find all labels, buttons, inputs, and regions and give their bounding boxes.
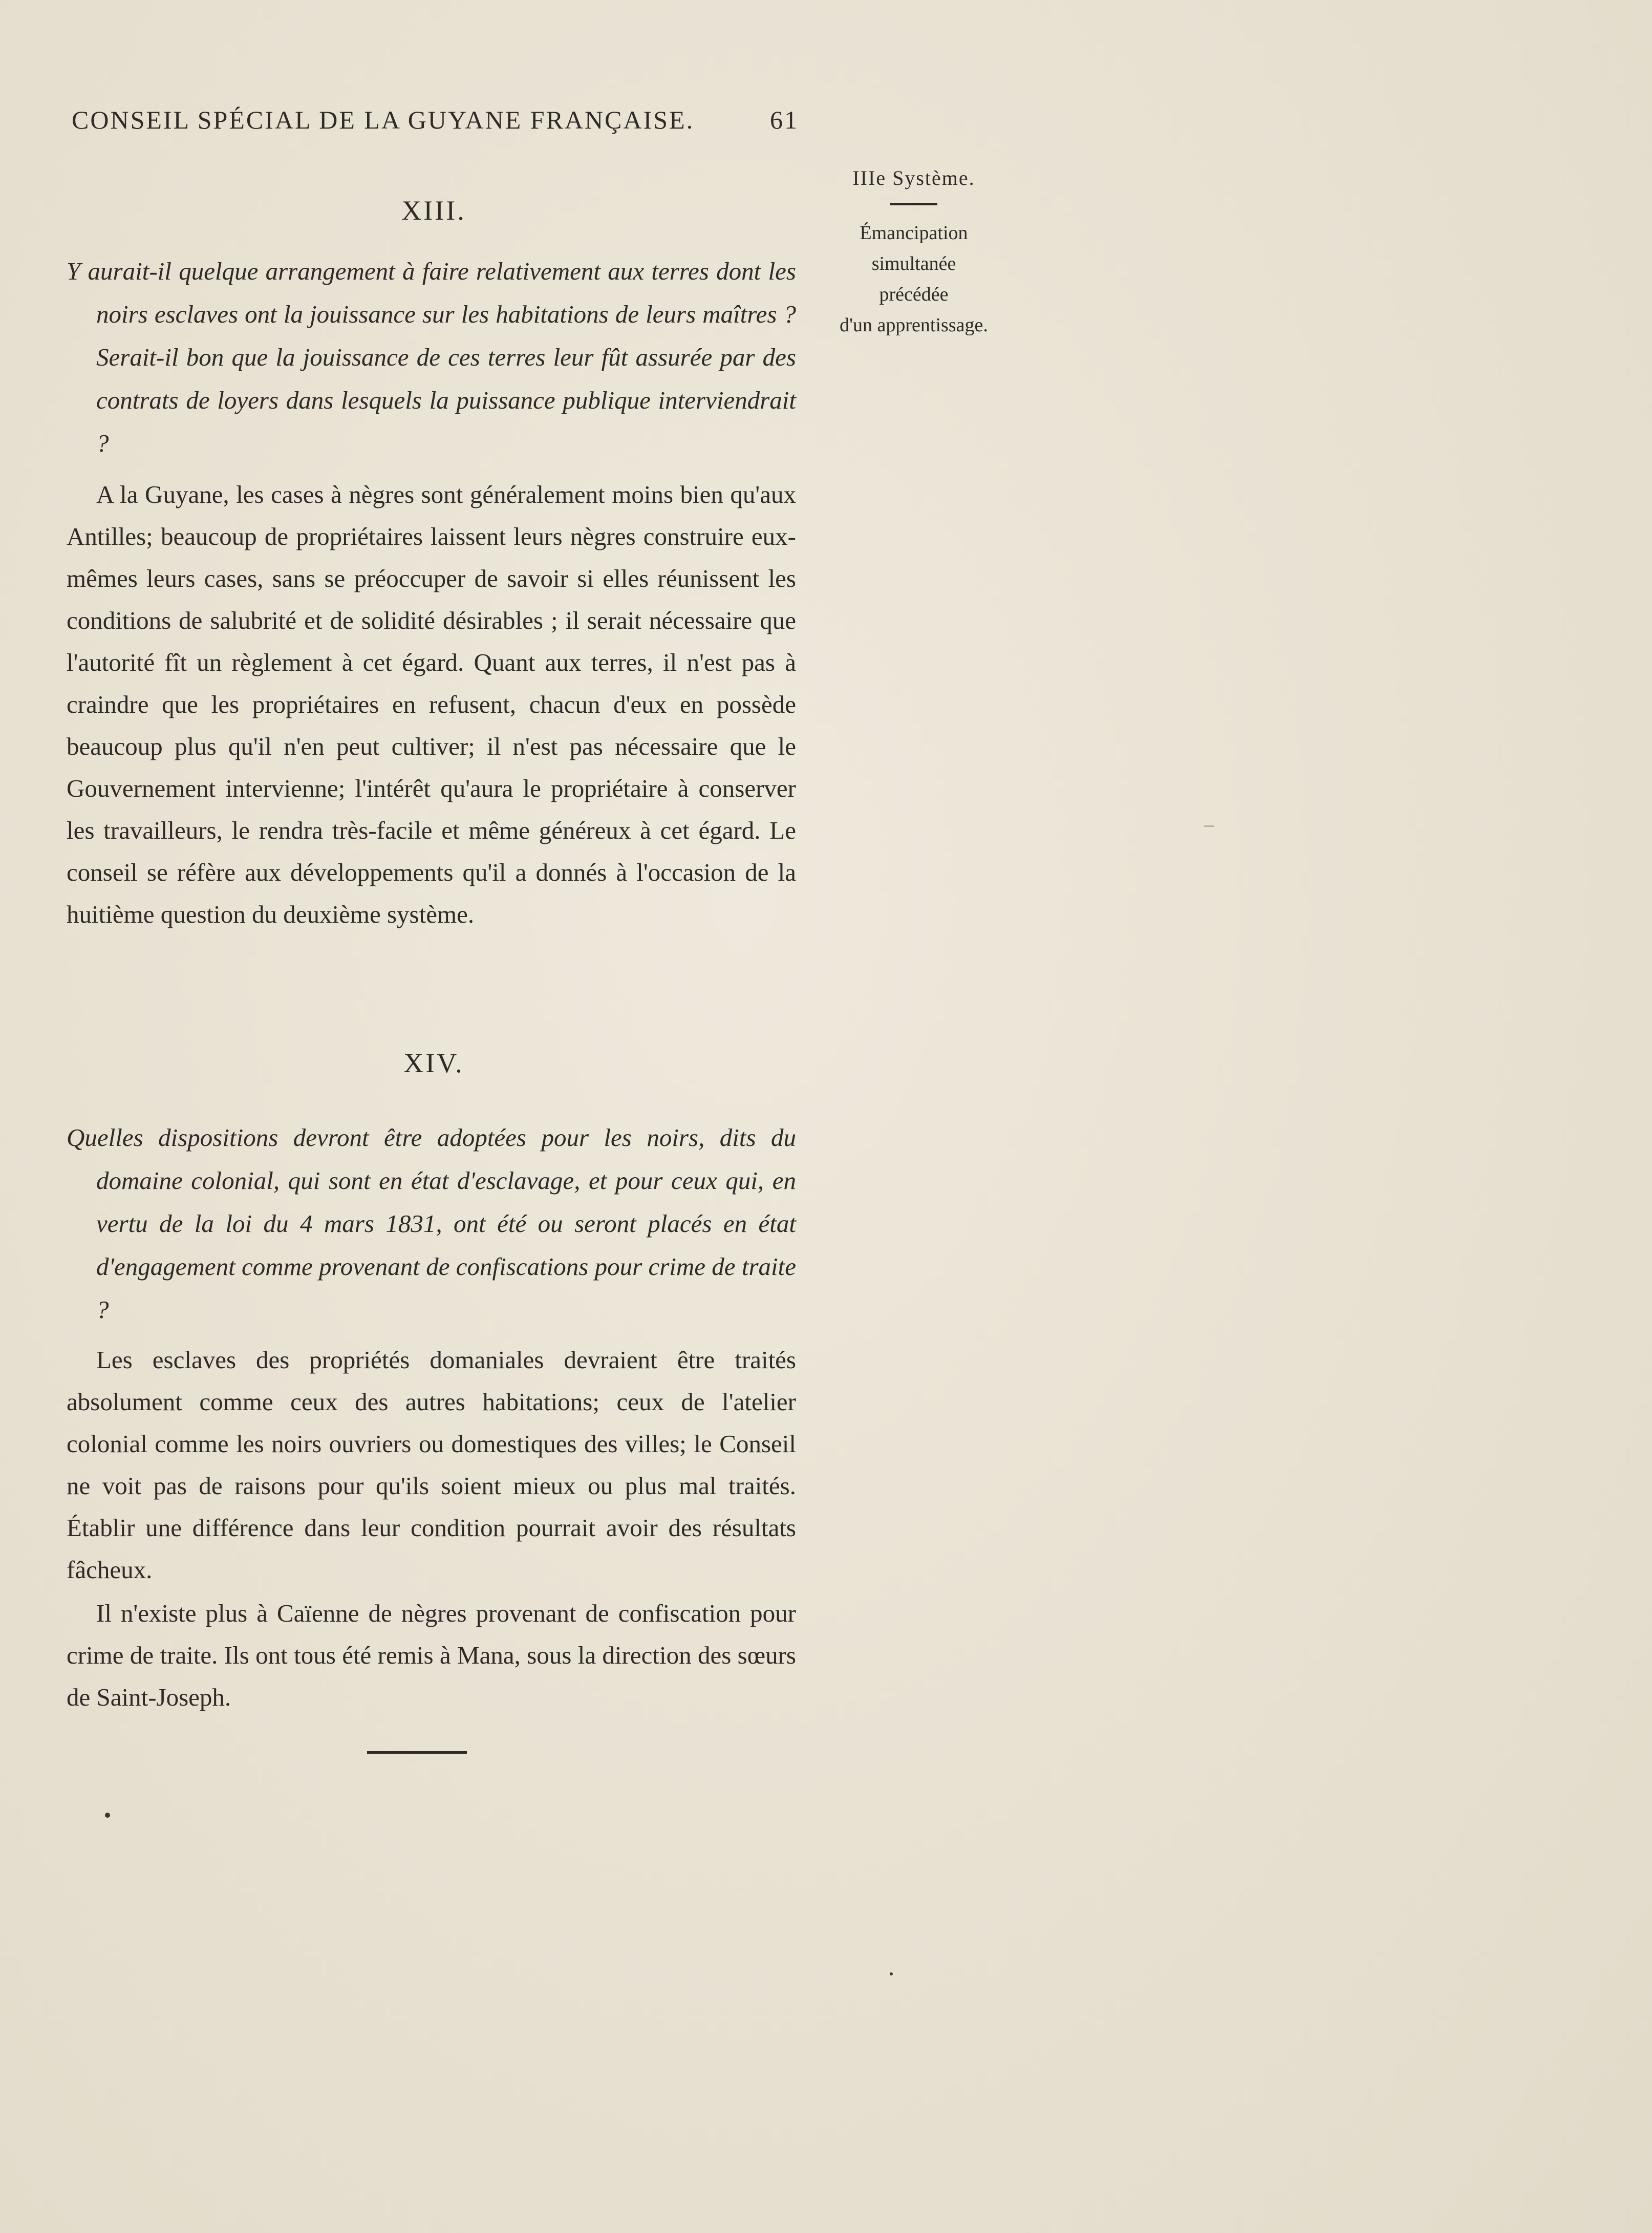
page-number: 61 <box>770 105 799 134</box>
margin-note-line: Émancipation <box>860 222 968 244</box>
margin-note-system: IIIe Système. <box>852 166 975 189</box>
section-question-xiv: Quelles dispositions devront être adoptées pour les noirs, dits du domaine colonial, qui sont en état d'esclavage, et pour ceux qui, en vertu de la loi du 4 mars 1831, ont été ou seront placés en état d'engagement comme provenant de confiscations pour crime de traite ? <box>67 1123 796 1324</box>
margin-note-rule <box>890 203 937 205</box>
ink-speck <box>890 1972 893 1975</box>
margin-note-line: d'un apprentissage. <box>840 314 988 336</box>
ink-speck <box>105 1813 110 1818</box>
section-paragraph-xiv-1: Les esclaves des propriétés domaniales devraient être traités absolument comme ceux des autres habitations; ceux de l'atelier colonial comme les noirs ouvriers ou domestiques des villes; le Conseil ne voit pas de raisons pour qu'ils soient mieux ou plus mal traités. Établir une différence dans leur condition pourrait avoir des résultats fâcheux. <box>67 1346 796 1584</box>
margin-note-line: précédée <box>879 284 949 305</box>
section-paragraph-xiv-2: Il n'existe plus à Caïenne de nègres provenant de confiscation pour crime de traite. Ils ont tous été remis à Mana, sous la direction des sœurs de Saint-Joseph. <box>67 1599 796 1711</box>
section-number-xiii: XIII. <box>401 195 466 226</box>
margin-note <box>819 163 1009 341</box>
section-paragraph-xiii-1: A la Guyane, les cases à nègres sont généralement moins bien qu'aux Antilles; beaucoup de propriétaires laissent leurs nègres construire eux-mêmes leurs cases, sans se préoccuper de savoir si elles réunissent les conditions de salubrité et de solidité désirables ; il serait nécessaire que l'autorité fît un règlement à cet égard. Quant aux terres, il n'est pas à craindre que les propriétaires en refusent, chacun d'eux en possède beaucoup plus qu'il n'en peut cultiver; il n'est pas nécessaire que le Gouvernement intervienne; l'intérêt qu'aura le propriétaire à conserver les travailleurs, le rendra très-facile et même généreux à cet égard. Le conseil se réfère aux développements qu'il a donnés à l'occasion de la huitième question du deuxième système. <box>67 480 796 928</box>
paper-mark <box>1204 825 1214 827</box>
section-number-xiv: XIV. <box>403 1048 464 1078</box>
end-rule <box>367 1751 467 1754</box>
running-head-title: CONSEIL SPÉCIAL DE LA GUYANE FRANÇAISE. <box>72 105 695 134</box>
margin-note-line: simultanée <box>871 253 956 274</box>
running-head <box>72 105 799 135</box>
section-question-xiii: Y aurait-il quelque arrangement à faire relativement aux terres dont les noirs esclaves ont la jouissance sur les habitations de leurs maîtres ? Serait-il bon que la jouissance de ces terres leur fût assurée par des contrats de loyers dans lesquels la puissance publique interviendrait ? <box>67 257 796 457</box>
